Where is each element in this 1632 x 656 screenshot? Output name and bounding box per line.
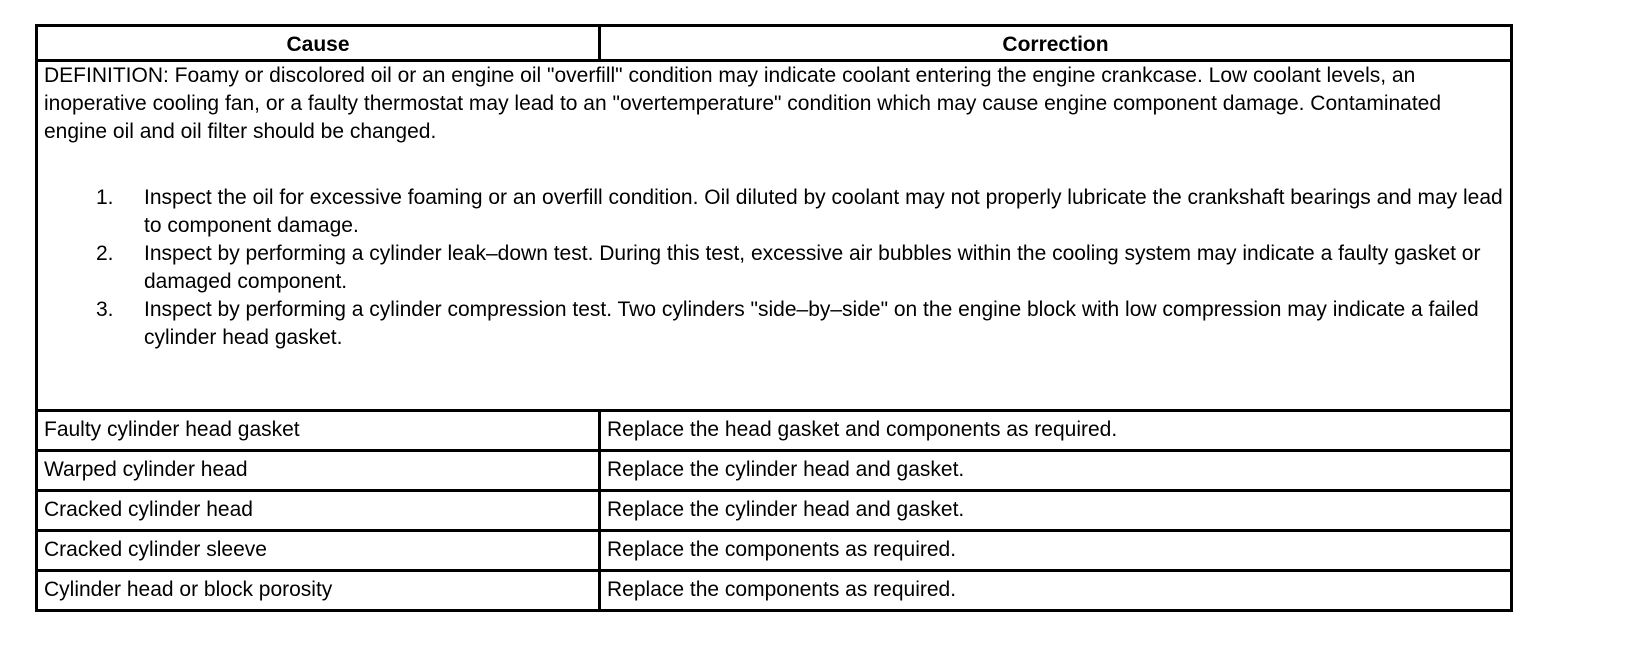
correction-cell: Replace the cylinder head and gasket. [600, 491, 1512, 531]
definition-text: DEFINITION: Foamy or discolored oil or an engine oil "overfill" condition may indicate coolant entering the engine crankcase. Low coolant levels, an inoperative cooling fan, or a faulty thermostat may lead to an "overtemperature" condition which may cause engine component damage. Contaminated engine oil and oil filter should be changed. [44, 64, 1442, 143]
cause-cell: Warped cylinder head [37, 451, 600, 491]
step-number: 3. [96, 298, 114, 321]
inspection-steps [44, 184, 1504, 352]
definition-cell [37, 61, 1512, 411]
step-item [44, 184, 1504, 240]
step-text: Inspect by performing a cylinder compression test. Two cylinders "side–by–side" on the engine block with low compression may indicate a failed cylinder head gasket. [144, 298, 1479, 349]
step-text: Inspect the oil for excessive foaming or an overfill condition. Oil diluted by coolant may not properly lubricate the crankshaft bearings and may lead to component damage. [144, 186, 1503, 237]
header-cause: Cause [37, 26, 600, 61]
correction-cell: Replace the cylinder head and gasket. [600, 451, 1512, 491]
table-row [37, 491, 1512, 531]
diagnosis-table [35, 24, 1513, 612]
table-row [37, 531, 1512, 571]
cause-cell: Cracked cylinder head [37, 491, 600, 531]
step-number: 1. [96, 186, 114, 209]
cause-cell: Cylinder head or block porosity [37, 571, 600, 611]
cause-cell: Cracked cylinder sleeve [37, 531, 600, 571]
step-number: 2. [96, 242, 114, 265]
definition-row [37, 61, 1512, 411]
table-row [37, 411, 1512, 451]
table-row [37, 451, 1512, 491]
cause-cell: Faulty cylinder head gasket [37, 411, 600, 451]
correction-cell: Replace the components as required. [600, 571, 1512, 611]
header-row [37, 26, 1512, 61]
correction-cell: Replace the head gasket and components as required. [600, 411, 1512, 451]
header-correction: Correction [600, 26, 1512, 61]
step-text: Inspect by performing a cylinder leak–down test. During this test, excessive air bubbles within the cooling system may indicate a faulty gasket or damaged component. [144, 242, 1481, 293]
step-item [44, 296, 1504, 352]
correction-cell: Replace the components as required. [600, 531, 1512, 571]
table-row [37, 571, 1512, 611]
step-item [44, 240, 1504, 296]
